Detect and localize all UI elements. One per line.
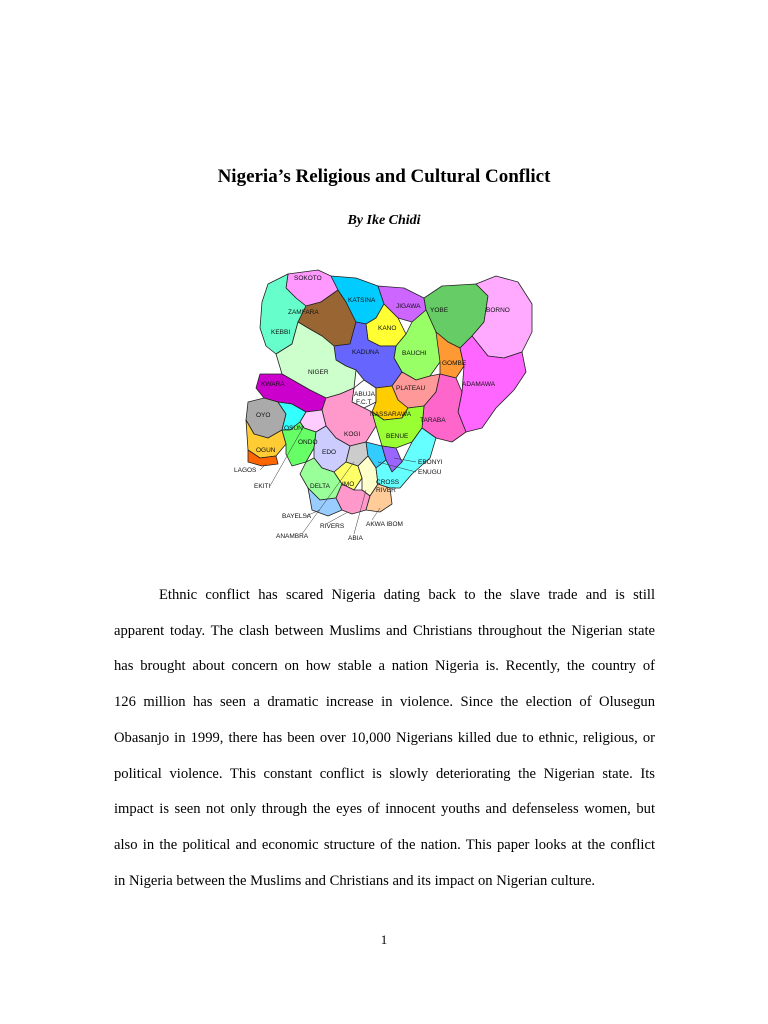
paragraph-line: also in the political and economic structure of the nation. This paper looks at the conflict [114,836,655,853]
label-zamfara: ZAMFARA [288,309,319,316]
label-plateau: PLATEAU [396,385,426,392]
label-edo: EDO [322,449,337,456]
paragraph-line: apparent today. The clash between Muslims and Christians throughout the Nigerian state [114,622,655,639]
label-sokoto: SOKOTO [294,275,322,282]
label-oyo: OYO [256,412,271,419]
page-number: 1 [380,932,388,947]
document-title: Nigeria’s Religious and Cultural Conflict [217,166,551,187]
label-ondo: ONDO [298,439,318,446]
paragraph-line: impact is seen not only through the eyes of innocent youths and defenseless women, but [114,801,655,818]
label-akwa-ibom: AKWA IBOM [366,521,403,528]
paragraph-line: has brought about concern on how stable a nation Nigeria is. Recently, the country of [114,658,655,675]
label-abuja: ABUJA [354,391,375,398]
label-jigawa: JIGAWA [396,303,421,310]
body-paragraph [114,578,655,899]
label-ogun: OGUN [256,447,276,454]
label-enugu: ENUGU [418,469,442,476]
label-niger: NIGER [308,369,329,376]
label-ebonyi: EBONYI [418,459,443,466]
label-gombe: GOMBE [442,360,467,367]
label-bauchi: BAUCHI [402,350,427,357]
label-katsina: KATSINA [348,297,376,304]
paragraph-line: Ethnic conflict has scared Nigeria dating back to the slave trade and is still [159,587,655,603]
label-lagos: LAGOS [234,467,257,474]
label-cross: CROSS [376,479,400,486]
label-rivers: RIVERS [320,523,345,530]
label-osun: OSUN [284,425,303,432]
label-kano: KANO [378,325,397,332]
paragraph-line: 126 million has seen a dramatic increase in violence. Since the election of Olusegun [114,694,655,711]
label-yobe: YOBE [430,307,449,314]
label-imo: IMO [342,481,355,488]
label-adamawa: ADAMAWA [462,381,496,388]
label-fct: F.C.T [356,399,372,406]
label-kaduna: KADUNA [352,349,380,356]
author-byline: By Ike Chidi [347,213,421,228]
paragraph-line: political violence. This constant conflict is slowly deteriorating the Nigerian state. Its [114,765,655,782]
label-anambra: ANAMBRA [276,533,309,540]
label-nasarawa: NASSARAWA [370,411,412,418]
label-kogi: KOGI [344,431,361,438]
label-benue: BENUE [386,433,409,440]
label-taraba: TARABA [420,417,446,424]
label-bayelsa: BAYELSA [282,513,312,520]
label-abia: ABIA [348,535,363,542]
label-river: RIVER [376,487,396,494]
paragraph-line: Obasanjo in 1999, there has been over 10,000 Nigerians killed due to ethnic, religious, or [114,729,655,746]
paragraph-line: in Nigeria between the Muslims and Christians and its impact on Nigerian culture. [114,872,596,889]
label-kwara: KWARA [261,381,285,388]
nigeria-states-map [226,262,546,547]
label-borno: BORNO [486,307,510,314]
nigeria-map-svg [226,262,546,547]
label-kebbi: KEBBI [271,329,291,336]
label-ekiti: EKITI [254,483,271,490]
label-delta: DELTA [310,483,330,490]
